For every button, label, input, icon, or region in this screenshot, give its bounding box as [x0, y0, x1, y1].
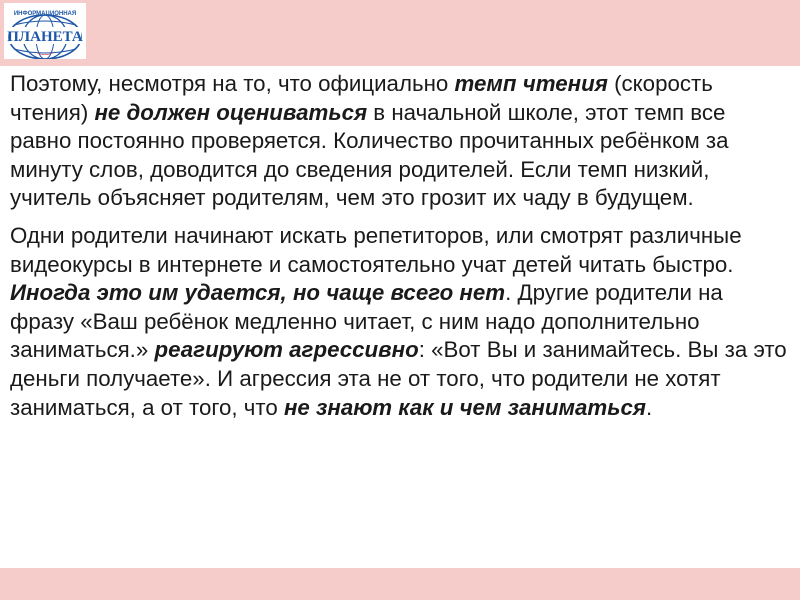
footer-band	[0, 568, 800, 600]
text-segment: : «Вот Вы и занимайтесь. Вы за это деньги получаете». И агрессия эта не от того, что родители не хотят заниматься, а от того, что	[10, 337, 787, 420]
paragraph-1	[10, 70, 790, 213]
text-segment: . Другие родители на фразу «Ваш ребёнок медленно читает, с ним надо дополнительно заниматься.»	[10, 280, 723, 363]
text-segment: (скорость чтения)	[10, 71, 713, 125]
globe-icon	[4, 3, 86, 59]
text-segment: Одни родители начинают искать репетиторов, или смотрят различные видеокурсы в интернете и самостоятельно учат детей читать быстро.	[10, 222, 742, 277]
svg-text:ИНФОРМАЦИОННАЯ: ИНФОРМАЦИОННАЯ	[13, 11, 77, 17]
text-panel	[0, 66, 800, 568]
emphasis-sometimes-succeeds: Иногда это им удается, но чаще всего нет	[10, 280, 506, 306]
text-segment: в начальной школе, этот темп все равно постоянно проверяется. Количество прочитанных ребёнком за минуту слов, доводится до сведения родителей. Если темп низкий, учитель объясняет родителям, чем это грозит их чаду в будущем.	[10, 99, 729, 211]
emphasis-not-assessed: не должен оцениваться	[94, 99, 368, 125]
planeta-logo	[4, 3, 86, 59]
emphasis-reading-speed: темп чтения	[454, 71, 608, 96]
emphasis-dont-know-how: не знают как и чем заниматься	[283, 394, 646, 420]
text-segment: .	[646, 394, 653, 420]
emphasis-react-aggressively: реагируют агрессивно	[154, 337, 419, 363]
paragraph-2	[10, 222, 790, 422]
logo-wordmark: ПЛАНЕТА	[7, 29, 83, 45]
text-segment: Поэтому, несмотря на то, что официально	[10, 71, 455, 96]
